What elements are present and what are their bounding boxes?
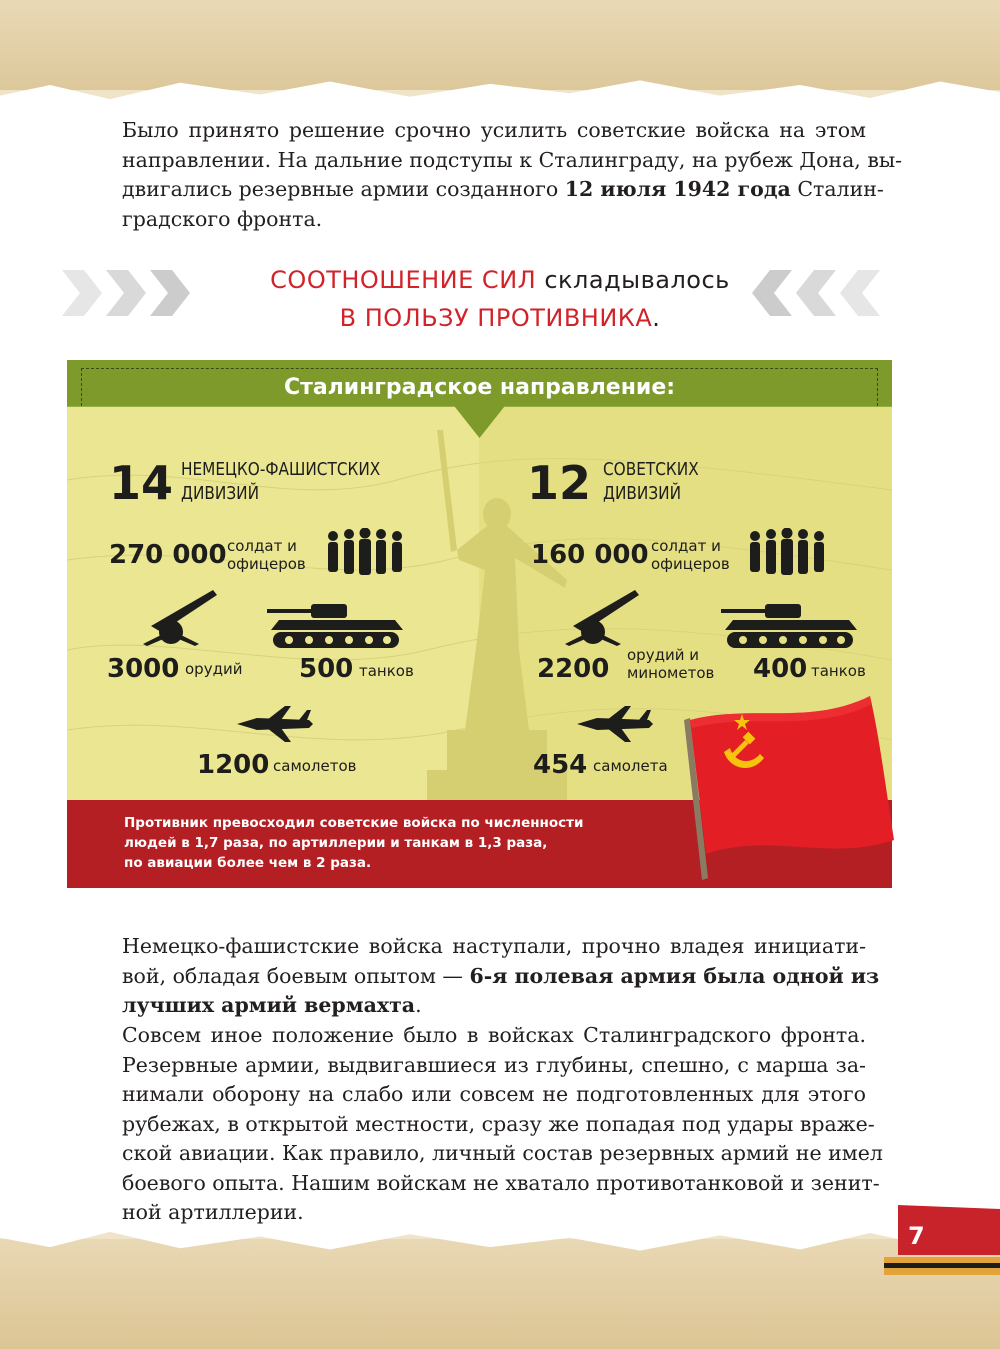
german-planes-number: 1200 [197, 750, 270, 780]
intro-date: 12 июля 1942 года [564, 177, 791, 201]
body-p2-line-7: ной артиллерии. [122, 1200, 304, 1224]
intro-line-1: Было принято решение срочно усилить советские войска на этом [122, 118, 866, 142]
banner-black-text: складывалось [544, 266, 730, 294]
body-p2-line-1: Совсем иное положение было в войсках Сталинградского фронта. [122, 1023, 866, 1047]
german-divisions-label-2: ДИВИЗИЙ [181, 483, 260, 504]
german-divisions-number: 14 [109, 456, 174, 510]
soviet-tanks-number: 400 [753, 654, 808, 684]
footer-line-3: по авиации более чем в 2 раза. [124, 855, 372, 871]
intro-paragraph [122, 116, 903, 234]
soviet-soldiers-label [651, 537, 730, 573]
soviet-divisions-label [603, 458, 699, 506]
body-p1-line-1: Немецко-фашистские войска наступали, прочно владея инициати- [122, 934, 866, 958]
intro-line-4: градского фронта. [122, 206, 323, 231]
footer-line-1: Противник превосходил советские войска по численности [124, 815, 584, 831]
soviet-guns-number: 2200 [537, 654, 610, 684]
german-guns-label: орудий [185, 660, 243, 678]
body-paragraph-2 [122, 1021, 883, 1228]
page-number: 7 [908, 1222, 925, 1250]
banner-dot: . [652, 304, 661, 332]
soviet-soldiers-label-2: офицеров [651, 555, 730, 573]
artillery-gun-icon [563, 586, 643, 646]
german-soldiers-label-1: солдат и [227, 537, 297, 555]
body-p1-line-2 [122, 962, 880, 992]
intro-text-segment-2: Сталин- [797, 177, 884, 201]
soviet-soldiers-number: 160 000 [531, 540, 649, 570]
paper-texture-top [0, 0, 1000, 90]
soviet-tanks-label: танков [811, 662, 866, 680]
soviet-planes-number: 454 [533, 750, 588, 780]
infographic-footer-text [124, 813, 584, 873]
body-p2-line-5: ской авиации. Как правило, личный состав резервных армий не имел [122, 1141, 883, 1165]
body-p1-text: вой, обладая боевым опытом — [122, 963, 463, 988]
paper-texture-bottom [0, 1239, 1000, 1349]
soviet-planes-label: самолета [593, 757, 668, 775]
body-p1-bold-2: лучших армий вермахта [122, 993, 416, 1017]
banner-red-text-2: В ПОЛЬЗУ ПРОТИВНИКА [339, 304, 653, 332]
soviet-guns-label-1: орудий и [627, 646, 699, 664]
soldiers-icon [747, 528, 831, 576]
intro-line-3 [122, 175, 884, 205]
banner-red-text-1: СООТНОШЕНИЕ СИЛ [270, 266, 537, 294]
artillery-gun-icon [141, 586, 221, 646]
banner-line-1 [60, 266, 940, 294]
soviet-divisions-label-2: ДИВИЗИЙ [603, 483, 682, 504]
soviet-divisions-number: 12 [527, 456, 592, 510]
soviet-flag-icon [680, 690, 900, 880]
infographic-title: Сталинградское направление: [283, 375, 676, 400]
body-p2-line-6: боевого опыта. Нашим войскам не хватало противотанковой и зенит- [122, 1170, 880, 1195]
body-p1-bold-1: 6-я полевая армия была одной из [469, 963, 880, 988]
body-p1-line-3 [122, 991, 866, 1021]
body-p2-line-3: нимали оборону на слабо или совсем не подготовленных для этого [122, 1082, 866, 1106]
soviet-guns-label [627, 646, 714, 682]
german-soldiers-label-2: офицеров [227, 555, 306, 573]
german-soldiers-label [227, 537, 306, 573]
body-paragraph-1 [122, 932, 880, 1021]
german-tanks-number: 500 [299, 654, 354, 684]
german-divisions-label-1: НЕМЕЦКО-ФАШИСТСКИХ [181, 459, 381, 480]
german-tanks-label: танков [359, 662, 414, 680]
tank-icon [721, 600, 861, 650]
soviet-soldiers-label-1: солдат и [651, 537, 721, 555]
intro-line-2: направлении. На дальние подступы к Сталинграду, на рубеж Дона, вы- [122, 147, 903, 172]
page-number-ribbon [884, 1205, 1000, 1275]
footer-line-2: людей в 1,7 раза, по артиллерии и танкам в 1,3 раза, [124, 835, 548, 851]
body-p2-line-4: рубежах, в открытой местности, сразу же попадая под удары враже- [122, 1111, 875, 1136]
intro-text-segment: двигались резервные армии созданного [122, 177, 559, 201]
body-p2-line-2: Резервные армии, выдвигавшиеся из глубины, спешно, с марша за- [122, 1052, 866, 1077]
soviet-guns-label-2: минометов [627, 664, 715, 682]
german-soldiers-number: 270 000 [109, 540, 227, 570]
german-divisions-label [181, 458, 380, 506]
soviet-divisions-label-1: СОВЕТСКИХ [603, 459, 699, 480]
german-planes-label: самолетов [273, 757, 357, 775]
aircraft-icon [237, 706, 313, 742]
body-p1-dot: . [415, 993, 422, 1017]
aircraft-icon [577, 706, 653, 742]
banner-line-2 [60, 304, 940, 332]
german-guns-number: 3000 [107, 654, 180, 684]
tank-icon [267, 600, 407, 650]
